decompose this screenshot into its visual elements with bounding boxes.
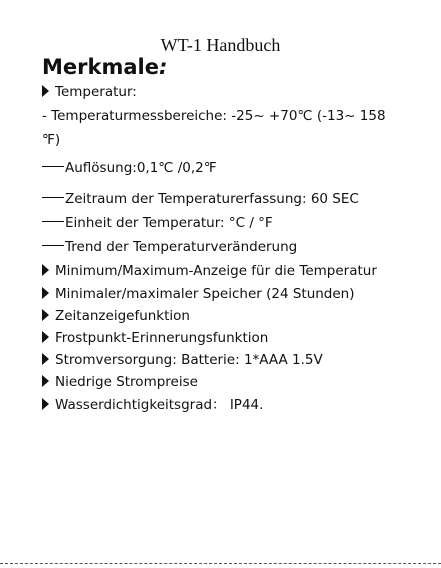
feature-item-text: Stromversorgung: Batterie: 1*AAA 1.5V: [55, 352, 323, 368]
feature-item-text: Wasserdichtigkeitsgrad： IP44.: [55, 397, 264, 413]
bullet-arrow-icon: [42, 264, 49, 276]
feature-item-temperature: [42, 82, 137, 102]
feature-item-min-max-memory: [42, 284, 355, 304]
feature-item-text: Temperatur:: [55, 84, 137, 100]
bullet-arrow-icon: [42, 85, 49, 97]
section-heading-colon: :: [158, 55, 168, 79]
bullet-arrow-icon: [42, 331, 49, 343]
dash-icon: [42, 197, 64, 198]
dash-icon: [42, 245, 64, 246]
bullet-arrow-icon: [42, 398, 49, 410]
sub-item-resolution: [42, 158, 217, 178]
sub-item-text: Zeitraum der Temperaturerfassung: 60 SEC: [65, 191, 359, 207]
feature-item-time-display: [42, 306, 190, 326]
bullet-arrow-icon: [42, 353, 49, 365]
feature-item-waterproof-rating: [42, 395, 263, 415]
sub-item-text: Auflösung:0,1℃ /0,2℉: [65, 160, 217, 176]
feature-item-min-max-display: [42, 261, 377, 281]
bullet-arrow-icon: [42, 309, 49, 321]
spec-line-measuring-range: [42, 106, 386, 126]
bullet-arrow-icon: [42, 375, 49, 387]
feature-item-text: Minimum/Maximum-Anzeige für die Temperatur: [55, 263, 377, 279]
section-heading-text: Merkmale: [42, 55, 159, 79]
feature-item-text: Zeitanzeigefunktion: [55, 308, 190, 324]
page-bottom-rule: [0, 563, 441, 564]
document-title: WT-1 Handbuch: [160, 35, 281, 55]
sub-item-recording-period: [42, 189, 359, 209]
feature-item-frost-reminder: [42, 328, 268, 348]
dash-icon: [42, 166, 64, 167]
sub-item-text: Einheit der Temperatur: °C / °F: [65, 215, 273, 231]
bullet-arrow-icon: [42, 287, 49, 299]
spec-line-text: ℉): [42, 132, 61, 148]
feature-item-power-supply: [42, 350, 323, 370]
section-heading: [42, 54, 167, 80]
sub-item-temperature-trend: [42, 237, 297, 257]
dash-icon: [42, 221, 64, 222]
spec-line-fahrenheit-range: [42, 130, 60, 150]
feature-item-low-cost: [42, 372, 198, 392]
feature-item-text: Niedrige Strompreise: [55, 374, 198, 390]
sub-item-temperature-unit: [42, 213, 273, 233]
feature-item-text: Minimaler/maximaler Speicher (24 Stunden): [55, 286, 355, 302]
spec-line-text: - Temperaturmessbereiche: -25~ +70℃ (-13~ 158: [42, 108, 386, 124]
sub-item-text: Trend der Temperaturveränderung: [65, 239, 298, 255]
feature-item-text: Frostpunkt-Erinnerungsfunktion: [55, 330, 269, 346]
